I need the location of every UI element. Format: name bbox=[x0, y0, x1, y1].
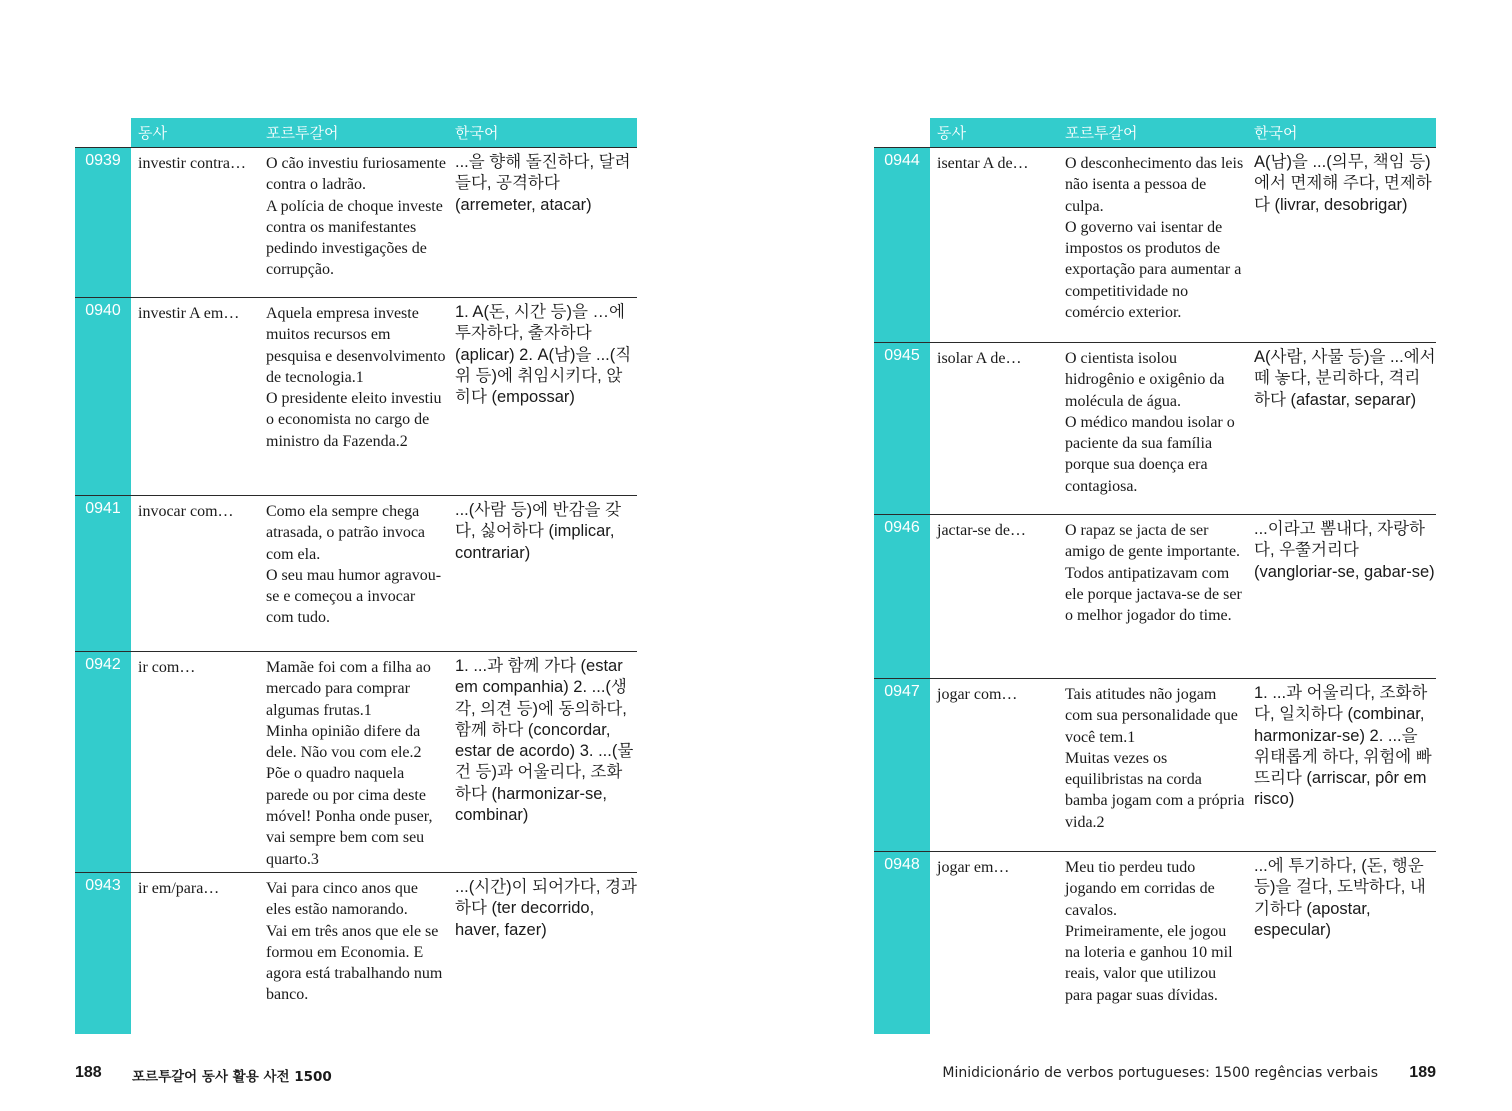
left-page-number: 188 bbox=[75, 1064, 102, 1081]
entry-number-cell bbox=[75, 652, 131, 873]
entry-example: Tais atitudes não jogam com sua personalidade que você tem.1 Muitas vezes os equilibristas na corda bamba jogam com a própria vida.2 bbox=[1065, 686, 1245, 831]
entry-number: 0940 bbox=[85, 302, 121, 319]
header-korean: 한국어 bbox=[1254, 124, 1298, 142]
header-verb: 동사 bbox=[138, 124, 167, 142]
entry-korean: ...에 투기하다, (돈, 행운 등)을 걸다, 도박하다, 내기하다 (apostar, especular) bbox=[1254, 857, 1426, 939]
header-portuguese: 포르투갈어 bbox=[1065, 124, 1138, 142]
entry-example: Aquela empresa investe muitos recursos em pesquisa e desenvolvimento de tecnologia.1 O presidente eleito investiu o economista no cargo de ministro da Fazenda.2 bbox=[266, 305, 446, 450]
entry-number: 0942 bbox=[85, 656, 121, 673]
entry-number: 0948 bbox=[884, 856, 920, 873]
entry-example: O cientista isolou hidrogênio e oxigênio da molécula de água. O médico mandou isolar o paciente da sua família porque sua doença era contagiosa. bbox=[1065, 350, 1235, 495]
entry-number-cell bbox=[874, 343, 930, 515]
entry-example: Como ela sempre chega atrasada, o patrão invoca com ela. O seu mau humor agravou-se e começou a invocar com tudo. bbox=[266, 503, 442, 627]
entry-row bbox=[874, 342, 1436, 515]
header-band bbox=[131, 118, 637, 147]
entry-number-cell bbox=[874, 515, 930, 679]
entry-korean: ...이라고 뽐내다, 자랑하다, 우쭐거리다 (vangloriar-se, gabar-se) bbox=[1254, 520, 1435, 581]
table-header bbox=[874, 118, 1436, 147]
entry-verb: invocar com… bbox=[138, 503, 234, 520]
entry-korean: A(사람, 사물 등)을 ...에서 떼 놓다, 분리하다, 격리하다 (afastar, separar) bbox=[1254, 348, 1436, 409]
entry-number-cell bbox=[75, 298, 131, 496]
entry-example: O cão investiu furiosamente contra o ladrão. A polícia de choque investe contra os manifestantes pedindo investigações de corrupção. bbox=[266, 155, 446, 279]
entry-verb: ir com… bbox=[138, 659, 196, 676]
entry-row bbox=[874, 851, 1436, 1034]
entry-verb: isolar A de… bbox=[937, 350, 1022, 367]
entry-korean: ...(사람 등)에 반감을 갖다, 싫어하다 (implicar, contrariar) bbox=[455, 501, 622, 562]
entry-number: 0941 bbox=[85, 500, 121, 517]
entry-row bbox=[874, 514, 1436, 679]
entry-korean: 1. ...과 함께 가다 (estar em companhia) 2. ...(생각, 의견 등)에 동의하다, 함께 하다 (concordar, estar de acordo) 3. ...(물건 등)과 어울리다, 조화하다 (harmonizar-se, combinar) bbox=[455, 657, 634, 825]
right-page-number: 189 bbox=[1409, 1064, 1436, 1081]
header-portuguese: 포르투갈어 bbox=[266, 124, 339, 142]
header-korean: 한국어 bbox=[455, 124, 499, 142]
entry-korean: ...을 향해 돌진하다, 달려들다, 공격하다 (arremeter, atacar) bbox=[455, 153, 631, 214]
entry-number: 0945 bbox=[884, 347, 920, 364]
entry-number-cell bbox=[874, 679, 930, 852]
entry-number-cell bbox=[874, 852, 930, 1034]
entry-row bbox=[75, 495, 637, 652]
header-band bbox=[930, 118, 1436, 147]
right-running-title: Minidicionário de verbos portugueses: 1500 regências verbais bbox=[942, 1065, 1378, 1081]
entry-row bbox=[75, 297, 637, 496]
entry-number: 0946 bbox=[884, 519, 920, 536]
entry-row bbox=[75, 651, 637, 873]
entry-korean: ...(시간)이 되어가다, 경과하다 (ter decorrido, haver, fazer) bbox=[455, 878, 637, 939]
entry-number: 0939 bbox=[85, 152, 121, 169]
entry-example: O rapaz se jacta de ser amigo de gente importante. Todos antipatizavam com ele porque jactava-se de ser o melhor jogador do time. bbox=[1065, 522, 1242, 625]
entry-verb: jogar em… bbox=[937, 859, 1010, 876]
header-verb: 동사 bbox=[937, 124, 966, 142]
entry-example: Vai para cinco anos que eles estão namorando. Vai em três anos que ele se formou em Economia. E agora está trabalhando num banco. bbox=[266, 880, 443, 1004]
entry-number-cell bbox=[874, 148, 930, 343]
entry-verb: investir contra… bbox=[138, 155, 246, 172]
entry-row bbox=[75, 147, 637, 298]
entry-row bbox=[75, 872, 637, 1034]
right-page bbox=[874, 118, 1436, 1004]
entry-verb: jogar com… bbox=[937, 686, 1018, 703]
entry-number: 0947 bbox=[884, 683, 920, 700]
entry-korean: A(남)을 ...(의무, 책임 등)에서 면제해 주다, 면제하다 (livrar, desobrigar) bbox=[1254, 153, 1432, 214]
entry-korean: 1. A(돈, 시간 등)을 …에 투자하다, 출자하다 (aplicar) 2. A(남)을 ...(직위 등)에 취임시키다, 앉히다 (empossar) bbox=[455, 303, 632, 407]
entry-example: Mamãe foi com a filha ao mercado para comprar algumas frutas.1 Minha opinião difere da dele. Não vou com ele.2 Põe o quadro naquela parede ou por cima deste móvel! Ponha onde puser, vai sempre bem com seu quarto.3 bbox=[266, 659, 433, 868]
entry-number: 0943 bbox=[85, 877, 121, 894]
entry-number-cell bbox=[75, 496, 131, 652]
table-header bbox=[75, 118, 637, 147]
left-running-title: 포르투갈어 동사 활용 사전 1500 bbox=[132, 1069, 332, 1085]
entry-row bbox=[874, 678, 1436, 852]
left-page bbox=[75, 118, 637, 1004]
entry-verb: isentar A de… bbox=[937, 155, 1029, 172]
entry-verb: ir em/para… bbox=[138, 880, 220, 897]
entry-verb: jactar-se de… bbox=[937, 522, 1026, 539]
entry-number: 0944 bbox=[884, 152, 920, 169]
entry-verb: investir A em… bbox=[138, 305, 240, 322]
entry-number-cell bbox=[75, 148, 131, 298]
entry-row bbox=[874, 147, 1436, 343]
entry-example: Meu tio perdeu tudo jogando em corridas de cavalos. Primeiramente, ele jogou na loteria e ganhou 10 mil reais, valor que utilizou para pagar suas dívidas. bbox=[1065, 859, 1233, 1004]
entry-korean: 1. ...과 어울리다, 조화하다, 일치하다 (combinar, harmonizar-se) 2. ...을 위태롭게 하다, 위험에 빠뜨리다 (arriscar, pôr em risco) bbox=[1254, 684, 1432, 809]
entry-number-cell bbox=[75, 873, 131, 1034]
entry-example: O desconhecimento das leis não isenta a pessoa de culpa. O governo vai isentar de impostos os produtos de exportação para aumentar a competitividade no comércio exterior. bbox=[1065, 155, 1244, 322]
